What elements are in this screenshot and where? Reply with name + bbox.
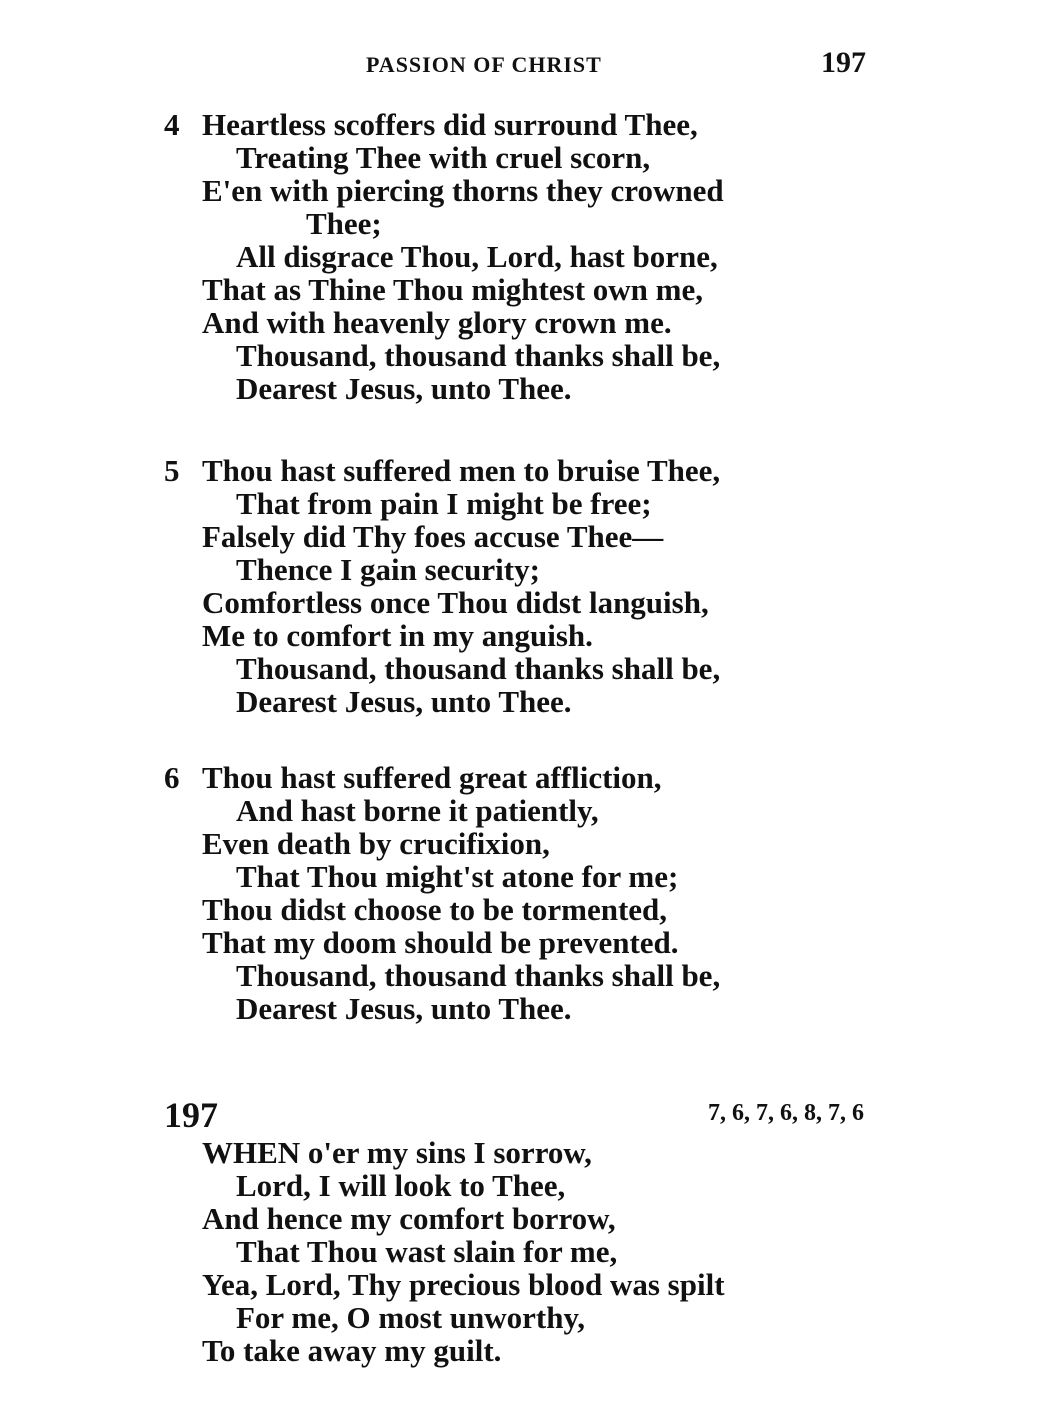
- verse-line: All disgrace Thou, Lord, hast borne,: [236, 239, 718, 274]
- hymn-meter: 7, 6, 7, 6, 8, 7, 6: [708, 1100, 864, 1126]
- verse-line: Thousand, thousand thanks shall be,: [236, 338, 721, 373]
- verse-line: Lord, I will look to Thee,: [236, 1168, 566, 1203]
- verse-line: Yea, Lord, Thy precious blood was spilt: [202, 1267, 725, 1302]
- verse-line: For me, O most unworthy,: [236, 1300, 586, 1335]
- verse-line: Dearest Jesus, unto Thee.: [236, 684, 572, 719]
- section-title: PASSION OF CHRIST: [366, 52, 602, 77]
- verse-line: Thousand, thousand thanks shall be,: [236, 651, 721, 686]
- stanza-number: 5: [164, 453, 180, 488]
- verse-line: Thousand, thousand thanks shall be,: [236, 958, 721, 993]
- verse-line: [164, 761, 884, 794]
- verse-line: That my doom should be prevented.: [202, 925, 679, 960]
- verse-line: That from pain I might be free;: [236, 486, 652, 521]
- stanza-number: 4: [164, 107, 180, 142]
- verse-line: Treating Thee with cruel scorn,: [236, 140, 651, 175]
- stanza-5: [164, 454, 884, 718]
- verse-line: And hast borne it patiently,: [236, 793, 599, 828]
- verse-line: And with heavenly glory crown me.: [202, 305, 672, 340]
- verse-line: Falsely did Thy foes accuse Thee—: [202, 519, 664, 554]
- verse-line: Comfortless once Thou didst languish,: [202, 585, 709, 620]
- verse-line: Dearest Jesus, unto Thee.: [236, 991, 572, 1026]
- verse-line: WHEN o'er my sins I sorrow,: [202, 1135, 592, 1170]
- running-header: [366, 44, 866, 80]
- hymn-heading: [164, 1094, 864, 1134]
- verse-line: [164, 108, 884, 141]
- verse-line-text: Thou hast suffered great affliction,: [202, 760, 662, 795]
- stanza-number: 6: [164, 760, 180, 795]
- hymn-197-stanza-1: [164, 1136, 884, 1367]
- verse-line: Thou didst choose to be tormented,: [202, 892, 668, 927]
- verse-line-text: Thou hast suffered men to bruise Thee,: [202, 453, 721, 488]
- hymn-number: 197: [164, 1095, 218, 1135]
- verse-line: That Thou wast slain for me,: [236, 1234, 618, 1269]
- stanza-4: [164, 108, 884, 405]
- verse-line: That as Thine Thou mightest own me,: [202, 272, 703, 307]
- verse-line: That Thou might'st atone for me;: [236, 859, 679, 894]
- verse-line: E'en with piercing thorns they crowned: [202, 173, 724, 208]
- verse-line: Even death by crucifixion,: [202, 826, 550, 861]
- verse-line-text: Heartless scoffers did surround Thee,: [202, 107, 698, 142]
- verse-line: And hence my comfort borrow,: [202, 1201, 616, 1236]
- verse-line: Thee;: [306, 206, 382, 241]
- verse-line: To take away my guilt.: [202, 1333, 502, 1368]
- verse-line: [164, 454, 884, 487]
- page-number: 197: [821, 46, 866, 79]
- verse-line: Thence I gain security;: [236, 552, 540, 587]
- verse-line: Me to comfort in my anguish.: [202, 618, 593, 653]
- stanza-6: [164, 761, 884, 1025]
- verse-line: Dearest Jesus, unto Thee.: [236, 371, 572, 406]
